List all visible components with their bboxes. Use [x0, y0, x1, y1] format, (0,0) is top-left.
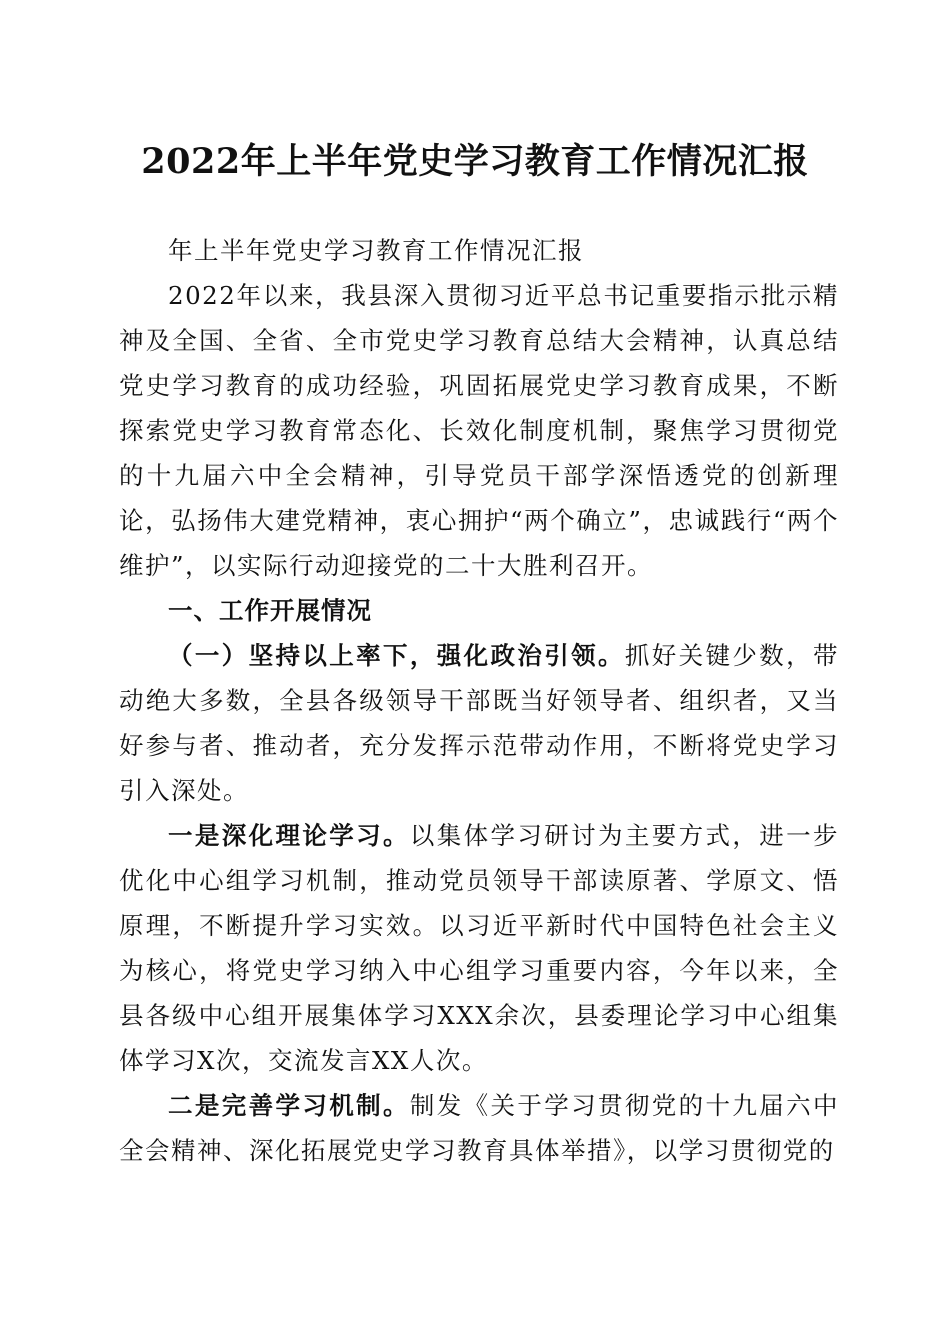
document-subtitle: 年上半年党史学习教育工作情况汇报 — [168, 236, 584, 265]
document-body — [119, 228, 839, 1173]
point-body: 以集体学习研讨为主要方式，进一步优化中心组学习机制，推动党员领导干部读原著、学原文、悟原理，不断提升学习实效。以习近平新时代中国特色社会主义为核心，将党史学习纳入中心组学习重要内容，今年以来，全县各级中心组开展集体学习XXX余次，县委理论学习中心组集体学习X次，交流发言XX人次。 — [119, 821, 839, 1075]
point-lead: 一是深化理论学习。 — [168, 821, 410, 850]
section-heading: 一、工作开展情况 — [168, 596, 372, 625]
item-lead: （一）坚持以上率下，强化政治引领。 — [168, 641, 625, 670]
item-body: 抓好关键少数，带动绝大多数，全县各级领导干部既当好领导者、组织者，又当好参与者、推动者，充分发挥示范带动作用，不断将党史学习引入深处。 — [119, 641, 839, 805]
point-paragraph — [119, 813, 839, 1083]
point-lead: 二是完善学习机制。 — [168, 1091, 410, 1120]
document-title: 2022年上半年党史学习教育工作情况汇报 — [141, 141, 809, 182]
point-paragraph — [119, 1083, 839, 1173]
intro-paragraph: 2022年以来，我县深入贯彻习近平总书记重要指示批示精神及全国、全省、全市党史学习教育总结大会精神，认真总结党史学习教育的成功经验，巩固拓展党史学习教育成果，不断探索党史学习教育常态化、长效化制度机制，聚焦学习贯彻党的十九届六中全会精神，引导党员干部学深悟透党的创新理论，弘扬伟大建党精神，衷心拥护“两个确立”，忠诚践行“两个维护”，以实际行动迎接党的二十大胜利召开。 — [119, 281, 839, 580]
point-body: 制发《关于学习贯彻党的十九届六中全会精神、深化拓展党史学习教育具体举措》，以学习贯彻党的 — [119, 1091, 839, 1165]
item-paragraph — [119, 633, 839, 813]
